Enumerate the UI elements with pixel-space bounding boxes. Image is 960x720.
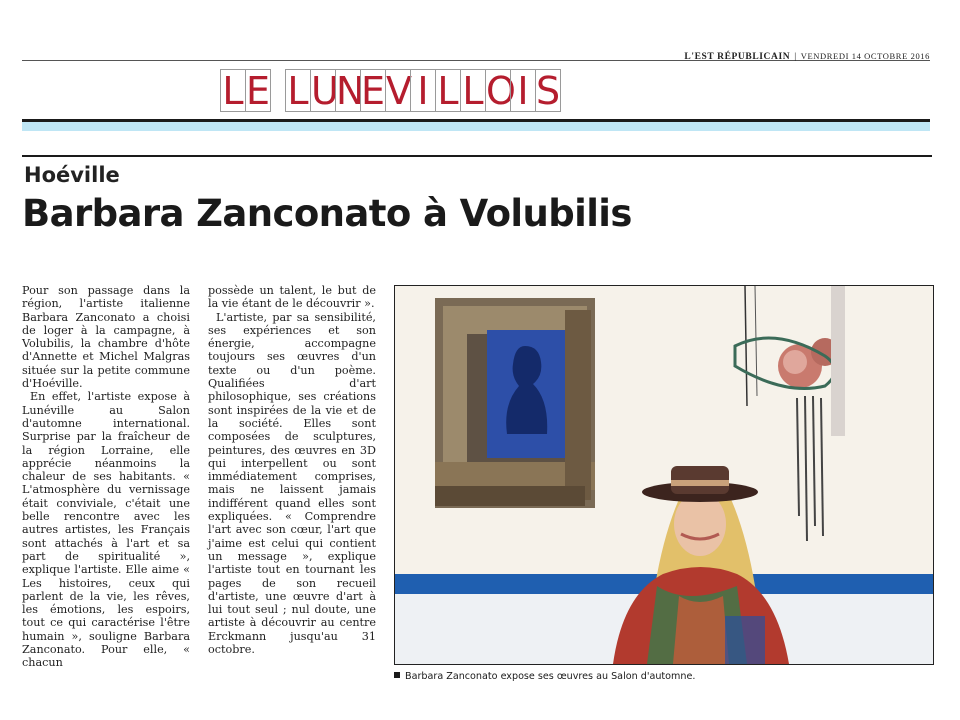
- article-locality: Hoéville: [24, 163, 120, 187]
- article-paragraph: L'artiste, par sa sensibilité, ses expériences et son énergie, accompagne toujours ses œuvres d'un texte ou d'un poème. Qualifiées d'art philosophique, ses créations sont inspirées de la vie et de la société. Elles sont composées de sculptures, peintures, des œuvres en 3D qui interpellent ou sont immédiatement comprises, mais ne laissent jamais indifférent quand elles sont expliquées. « Comprendre l'art avec son cœur, l'art que j'aime est celui qui contient un message », explique l'artiste tout en tournant les pages de son recueil d'artiste, une œuvre d'art à lui tout seul ; nul doute, une artiste à découvrir au centre Erckmann jusqu'au 31 octobre.: [208, 310, 376, 657]
- article-top-rule: [22, 155, 932, 157]
- masthead-info: [684, 51, 930, 62]
- section-title-letter: E: [361, 69, 386, 113]
- article-paragraph: Pour son passage dans la région, l'artiste italienne Barbara Zanconato a choisi de loger à la campagne, à Volubilis, la chambre d'hôte d'Annette et Michel Malgras située sur la petite commune d'Hoéville.: [22, 284, 190, 391]
- section-title-letter: V: [386, 69, 412, 113]
- framed-painting: [435, 298, 595, 508]
- section-title-letter: U: [311, 69, 339, 113]
- caption-text: Barbara Zanconato expose ses œuvres au Salon d'automne.: [405, 671, 696, 682]
- section-title-letter: L: [460, 69, 486, 112]
- newspaper-name: L'EST RÉPUBLICAIN: [684, 52, 791, 62]
- caption-square-icon: [394, 672, 400, 678]
- photo-illustration: [395, 286, 933, 664]
- article-headline: Barbara Zanconato à Volubilis: [22, 192, 632, 235]
- section-title-letter: L: [220, 69, 246, 112]
- section-band-blue: [22, 122, 930, 131]
- issue-date: VENDREDI 14 OCTOBRE 2016: [800, 51, 930, 61]
- section-title-space: [270, 69, 286, 112]
- section-title-letter: N: [336, 69, 365, 113]
- section-title-letter: I: [410, 69, 436, 112]
- article-column-2: [208, 284, 376, 656]
- section-title-letter: I: [510, 69, 536, 112]
- section-title-letter: L: [435, 69, 461, 112]
- article-column-1: [22, 284, 190, 670]
- article-paragraph: En effet, l'artiste expose à Lunéville au Salon d'automne international. Surprise par la fraîcheur de la région Lorraine, elle apprécie néanmoins la chaleur de ses habitants. « L'atmosphère du vernissage était conviviale, c'était une belle rencontre avec les autres artistes, les Français sont attachés à l'art et sa part de spiritualité », explique l'artiste. Elle aime « Les histoires, ceux qui parlent de la vie, les rêves, les émotions, les espoirs, tout ce qui caractérise l'être humain », souligne Barbara Zanconato. Pour elle, « chacun: [22, 390, 190, 670]
- section-title-letter: E: [246, 69, 271, 113]
- photo-caption: [394, 671, 695, 682]
- section-title-letter: S: [536, 69, 561, 113]
- article-photo: [394, 285, 934, 665]
- article-paragraph: possède un talent, le but de la vie étant de le découvrir ».: [208, 284, 376, 311]
- section-title-letter: L: [285, 69, 311, 112]
- section-title-letter: O: [486, 69, 516, 113]
- masthead-separator: |: [794, 52, 797, 62]
- section-title: [220, 69, 560, 112]
